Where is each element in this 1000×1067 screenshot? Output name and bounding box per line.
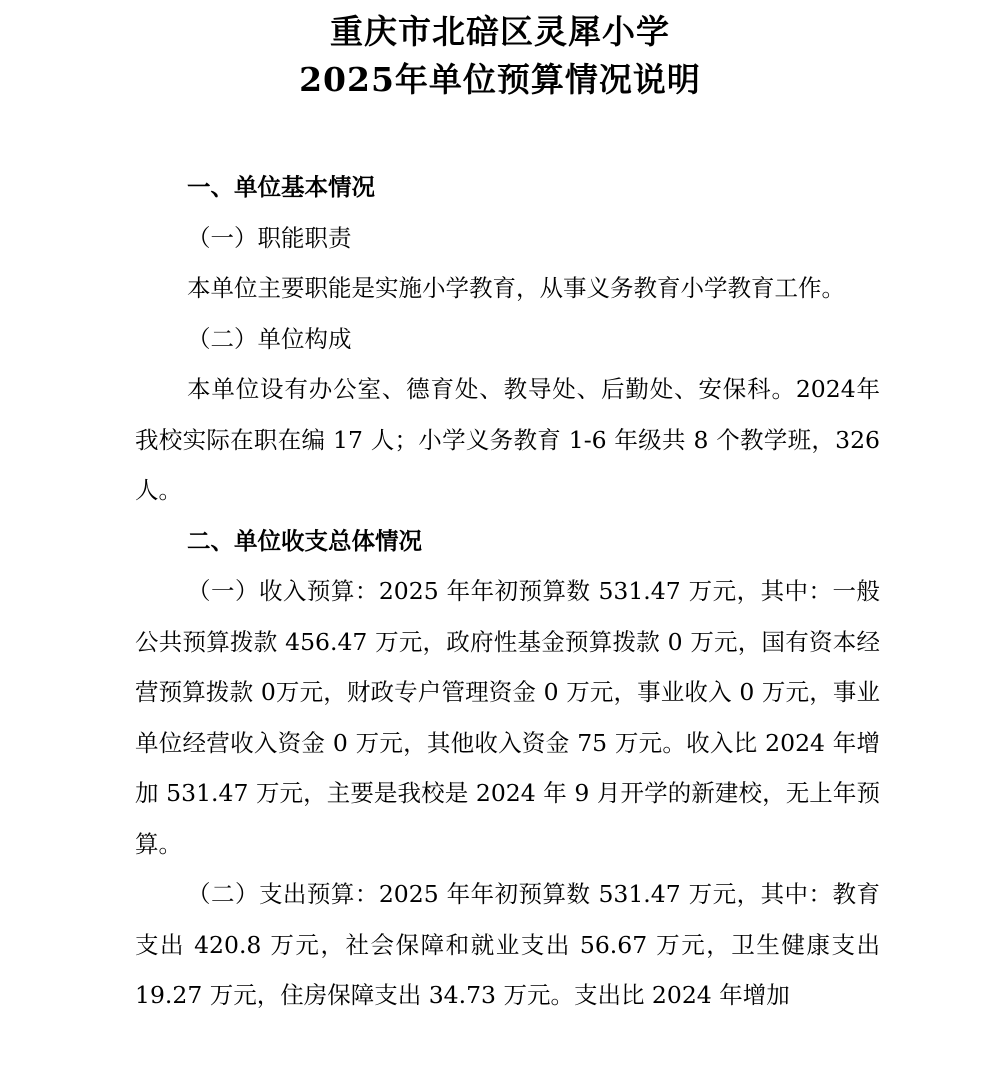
section-2-2-paragraph: （二）支出预算：2025 年年初预算数 531.47 万元，其中：教育支出 420.8 万元，社会保障和就业支出 56.67 万元，卫生健康支出 19.27 万元，住房保障支出 34.73 万元。支出比 2024 年增加 [135, 880, 880, 1009]
section-1-heading: 一、单位基本情况 [187, 173, 375, 201]
section-2-1-paragraph: （一）收入预算：2025 年年初预算数 531.47 万元，其中：一般公共预算拨款 456.47 万元，政府性基金预算拨款 0 万元，国有资本经营预算拨款 0万元，财政专户管理资金 0 万元，事业收入 0 万元，事业单位经营收入资金 0 万元，其他收入资金 75 万元。收入比 2024 年增加 531.47 万元，主要是我校是 2024 年 9 月开学的新建校，无上年预算。 [135, 577, 880, 858]
document-title-line-1: 重庆市北碚区灵犀小学 [330, 12, 670, 51]
section-2-heading: 二、单位收支总体情况 [187, 526, 422, 555]
section-1-1-paragraph: 本单位主要职能是实施小学教育，从事义务教育小学教育工作。 [187, 274, 845, 302]
document-title-line-2: 2025年单位预算情况说明 [299, 60, 701, 99]
document-body [135, 162, 880, 1021]
section-1-1-heading: （一）职能职责 [187, 223, 352, 252]
section-1-2-paragraph: 本单位设有办公室、德育处、教导处、后勤处、安保科。2024年我校实际在职在编 17 人；小学义务教育 1-6 年级共 8 个教学班，326人。 [135, 375, 880, 504]
section-1-2-heading: （二）单位构成 [187, 324, 352, 353]
